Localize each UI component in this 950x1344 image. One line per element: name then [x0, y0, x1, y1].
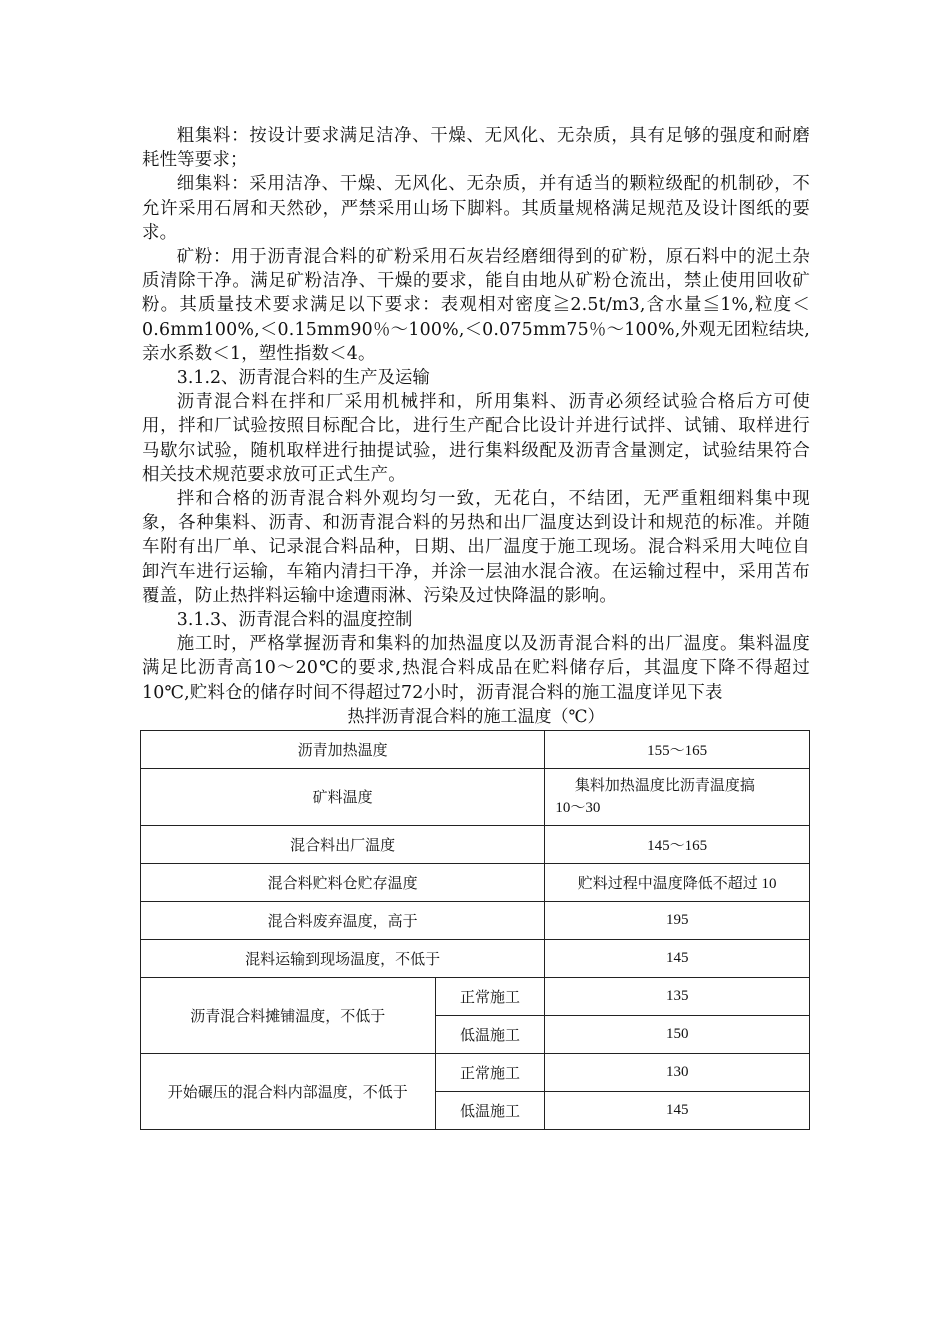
row-value: 135 — [545, 977, 810, 1015]
row-value: 贮料过程中温度降低不超过 10 — [545, 863, 810, 901]
row-label: 沥青混合料摊铺温度，不低于 — [141, 977, 436, 1053]
row-label: 混合料出厂温度 — [141, 825, 545, 863]
row-value: 195 — [545, 901, 810, 939]
paragraph-transport: 拌和合格的沥青混合料外观均匀一致，无花白，不结团，无严重粗细料集中现象，各种集料、沥青、和沥青混合料的另热和出厂温度达到设计和规范的标准。并随车附有出厂单、记录混合料品种，日期、出厂温度于施工现场。混合料采用大吨位自卸汽车进行运输，车箱内清扫干净，并涂一层油水混合液。在运输过程中，采用苫布覆盖，防止热拌料运输中途遭雨淋、污染及过快降温的影响。 — [142, 489, 810, 606]
paragraph-production: 沥青混合料在拌和厂采用机械拌和，所用集料、沥青必须经试验合格后方可使用，拌和厂试验按照目标配合比，进行生产配合比设计并进行试拌、试铺、取样进行马歇尔试验，随机取样进行抽提试验，进行集料级配及沥青含量测定，试验结果符合相关技术规范要求放可正式生产。 — [142, 392, 810, 485]
row-label: 混合料贮料仓贮存温度 — [141, 863, 545, 901]
row-value: 145 — [545, 939, 810, 977]
row-label: 矿料温度 — [141, 768, 545, 825]
document-page — [142, 124, 810, 1130]
table-row — [141, 863, 810, 901]
paragraph-mineral-powder: 矿粉：用于沥青混合料的矿粉采用石灰岩经磨细得到的矿粉，原石料中的泥土杂质清除干净。满足矿粉洁净、干燥的要求，能自由地从矿粉仓流出，禁止使用回收矿粉。其质量技术要求满足以下要求：表观相对密度≧2.5t/m3,含水量≦1%,粒度＜0.6mm100%,＜0.15mm90％～100%,＜0.075mm75％～100%,外观无团粒结块,亲水系数＜1，塑性指数＜4。 — [142, 247, 810, 364]
row-value: 150 — [545, 1015, 810, 1053]
row-label: 沥青加热温度 — [141, 730, 545, 768]
row-sublabel: 正常施工 — [435, 977, 545, 1015]
row-value: 145 — [545, 1091, 810, 1129]
table-row — [141, 768, 810, 825]
section-heading-3-1-2: 3.1.2、沥青混合料的生产及运输 — [176, 368, 430, 389]
section-heading-3-1-3: 3.1.3、沥青混合料的温度控制 — [176, 610, 413, 631]
table-row — [141, 939, 810, 977]
row-label: 混料运输到现场温度，不低于 — [141, 939, 545, 977]
row-label: 混合料废弃温度，高于 — [141, 901, 545, 939]
row-sublabel: 正常施工 — [435, 1053, 545, 1091]
row-value: 145～165 — [545, 825, 810, 863]
paragraph-fine-aggregate: 细集料：采用洁净、干燥、无风化、无杂质，并有适当的颗粒级配的机制砂，不允许采用石屑和天然砂，严禁采用山场下脚料。其质量规格满足规范及设计图纸的要求。 — [142, 174, 810, 243]
table-row — [141, 1053, 810, 1091]
table-row — [141, 901, 810, 939]
table-caption: 热拌沥青混合料的施工温度（℃） — [347, 706, 605, 727]
temperature-table — [140, 730, 810, 1130]
row-value: 155～165 — [545, 730, 810, 768]
paragraph-temperature-control: 施工时，严格掌握沥青和集料的加热温度以及沥青混合料的出厂温度。集料温度满足比沥青高10～20℃的要求,热混合料成品在贮料储存后，其温度下降不得超过10℃,贮料仓的储存时间不得超过72小时，沥青混合料的施工温度详见下表 — [142, 634, 810, 703]
row-sublabel: 低温施工 — [435, 1015, 545, 1053]
table-row — [141, 730, 810, 768]
row-value-line-2: 10～30 — [555, 799, 601, 816]
paragraph-coarse-aggregate: 粗集料：按设计要求满足洁净、干燥、无风化、无杂质，具有足够的强度和耐磨耗性等要求； — [142, 126, 810, 171]
table-row — [141, 825, 810, 863]
row-value — [545, 768, 810, 825]
row-sublabel: 低温施工 — [435, 1091, 545, 1129]
table-row — [141, 977, 810, 1015]
row-label: 开始碾压的混合料内部温度，不低于 — [141, 1053, 436, 1129]
row-value-line-1: 集料加热温度比沥青温度搞 — [574, 777, 755, 794]
row-value: 130 — [545, 1053, 810, 1091]
